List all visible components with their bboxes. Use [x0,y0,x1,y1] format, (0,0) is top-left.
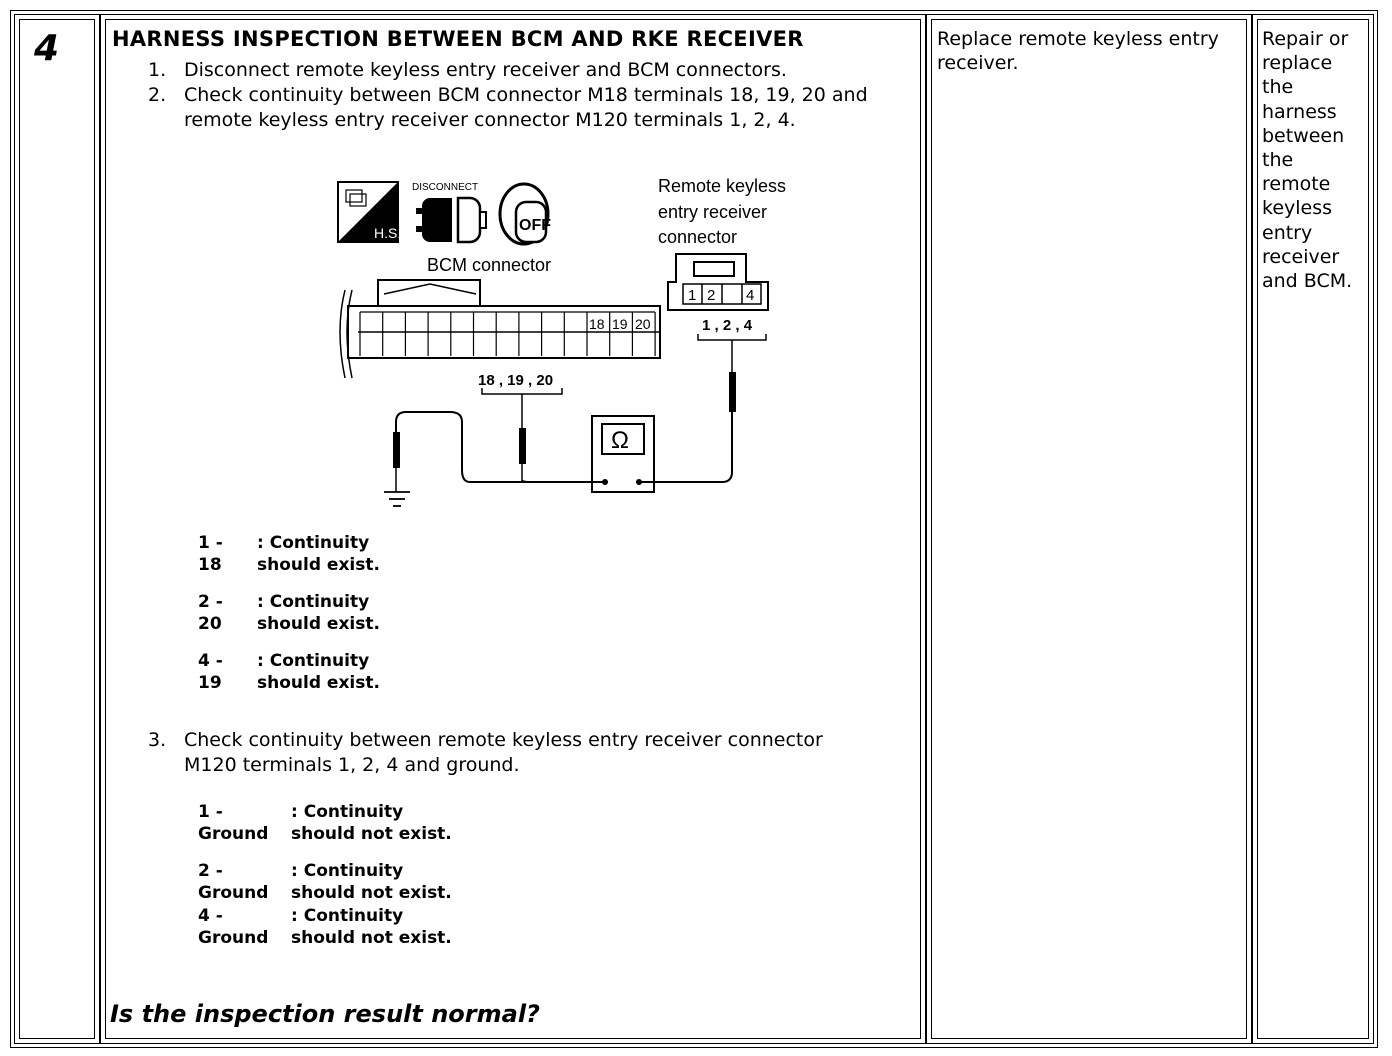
check-spec: : Continuity [291,906,404,926]
instruction-text: remote keyless entry receiver connector M120 terminals 1, 2, 4. [184,109,796,131]
step-title: HARNESS INSPECTION BETWEEN BCM AND RKE RECEIVER [112,27,804,51]
result-no-line: Repair or [1262,28,1349,50]
result-no-line: and BCM. [1262,270,1353,293]
bcm-terminal: 19 [612,316,628,332]
check-terminals: Ground [198,824,269,844]
check-terminals: Ground [198,928,269,948]
check-spec: : Continuity [291,802,404,822]
result-no-line: entry [1262,221,1313,244]
rke-terminal: 4 [746,287,755,304]
result-no-line: the [1262,76,1294,99]
check-terminals: 1 - [198,533,223,553]
rke-label-line: entry receiver [658,202,768,222]
check-terminals: 19 [198,673,222,693]
instruction-text: Check continuity between BCM connector M18 terminals 18, 19, 20 and [184,84,868,106]
check-terminals: 4 - [198,906,223,926]
check-terminals: 1 - [198,802,223,822]
ground-symbol [384,492,410,506]
check-spec: should exist. [257,555,380,575]
check-terminals: 2 - [198,592,223,612]
check-item [198,860,518,906]
check-terminals: 18 [198,555,222,575]
check-item [198,905,518,951]
rke-terminal: 1 [688,287,697,304]
bcm-terminal: 18 [589,316,605,332]
bcm-probe-label: 18 , 19 , 20 [478,372,554,389]
check-spec: should not exist. [291,928,452,948]
result-no-line: between [1262,124,1345,147]
result-yes-text: Replace remote keyless entry receiver. [937,28,1219,74]
instruction-number: 1. [148,59,167,81]
check-spec: : Continuity [291,861,404,881]
bcm-connector-label: BCM connector [427,255,552,275]
instruction-text: M120 terminals 1, 2, 4 and ground. [184,754,520,776]
rke-terminal: 2 [707,287,716,304]
result-no-line: harness [1262,100,1337,123]
result-no-line: keyless [1262,197,1333,220]
rke-probe-label: 1 , 2 , 4 [702,317,753,334]
step-number: 4 [34,28,60,69]
instruction-2 [148,83,918,135]
step-number-cell [14,14,100,1044]
check-item [198,650,458,696]
rke-label-line: connector [658,227,738,247]
result-yes-cell [926,14,1252,1044]
disconnect-icon [412,182,486,242]
result-no-text [1262,27,1362,293]
check-item [198,532,458,578]
check-spec: : Continuity [257,533,370,553]
instruction-1 [148,58,918,84]
result-no-line: the [1262,149,1294,172]
check-terminals: Ground [198,883,269,903]
instruction-3 [148,728,918,780]
instruction-text: Check continuity between remote keyless entry receiver connector [184,729,823,751]
check-item [198,591,458,637]
result-no-line: remote [1262,173,1331,196]
bcm-terminal: 20 [635,316,651,332]
instruction-number: 2. [148,84,167,106]
result-no-line: replace [1262,52,1333,75]
rke-connector [668,254,768,310]
continuity-diagram [330,170,830,515]
ignition-off-icon [500,184,551,244]
bcm-connector [340,280,660,378]
check-spec: should exist. [257,673,380,693]
check-spec: : Continuity [257,651,370,671]
disconnect-label: DISCONNECT [412,182,479,193]
check-spec: should not exist. [291,883,452,903]
rke-label-line: Remote keyless [658,176,787,196]
inspection-question: Is the inspection result normal? [110,1000,540,1028]
instruction-number: 3. [148,729,167,751]
check-item [198,801,518,847]
off-label: OFF [519,217,551,234]
check-spec: : Continuity [257,592,370,612]
ohmmeter [592,416,654,492]
check-spec: should not exist. [291,824,452,844]
check-terminals: 2 - [198,861,223,881]
check-terminals: 4 - [198,651,223,671]
instruction-text: Disconnect remote keyless entry receiver and BCM connectors. [184,59,787,81]
hs-icon [338,182,401,242]
hs-label: H.S. [374,225,402,241]
check-spec: should exist. [257,614,380,634]
ohm-symbol: Ω [611,427,629,454]
check-terminals: 20 [198,614,222,634]
result-no-line: receiver [1262,245,1340,268]
